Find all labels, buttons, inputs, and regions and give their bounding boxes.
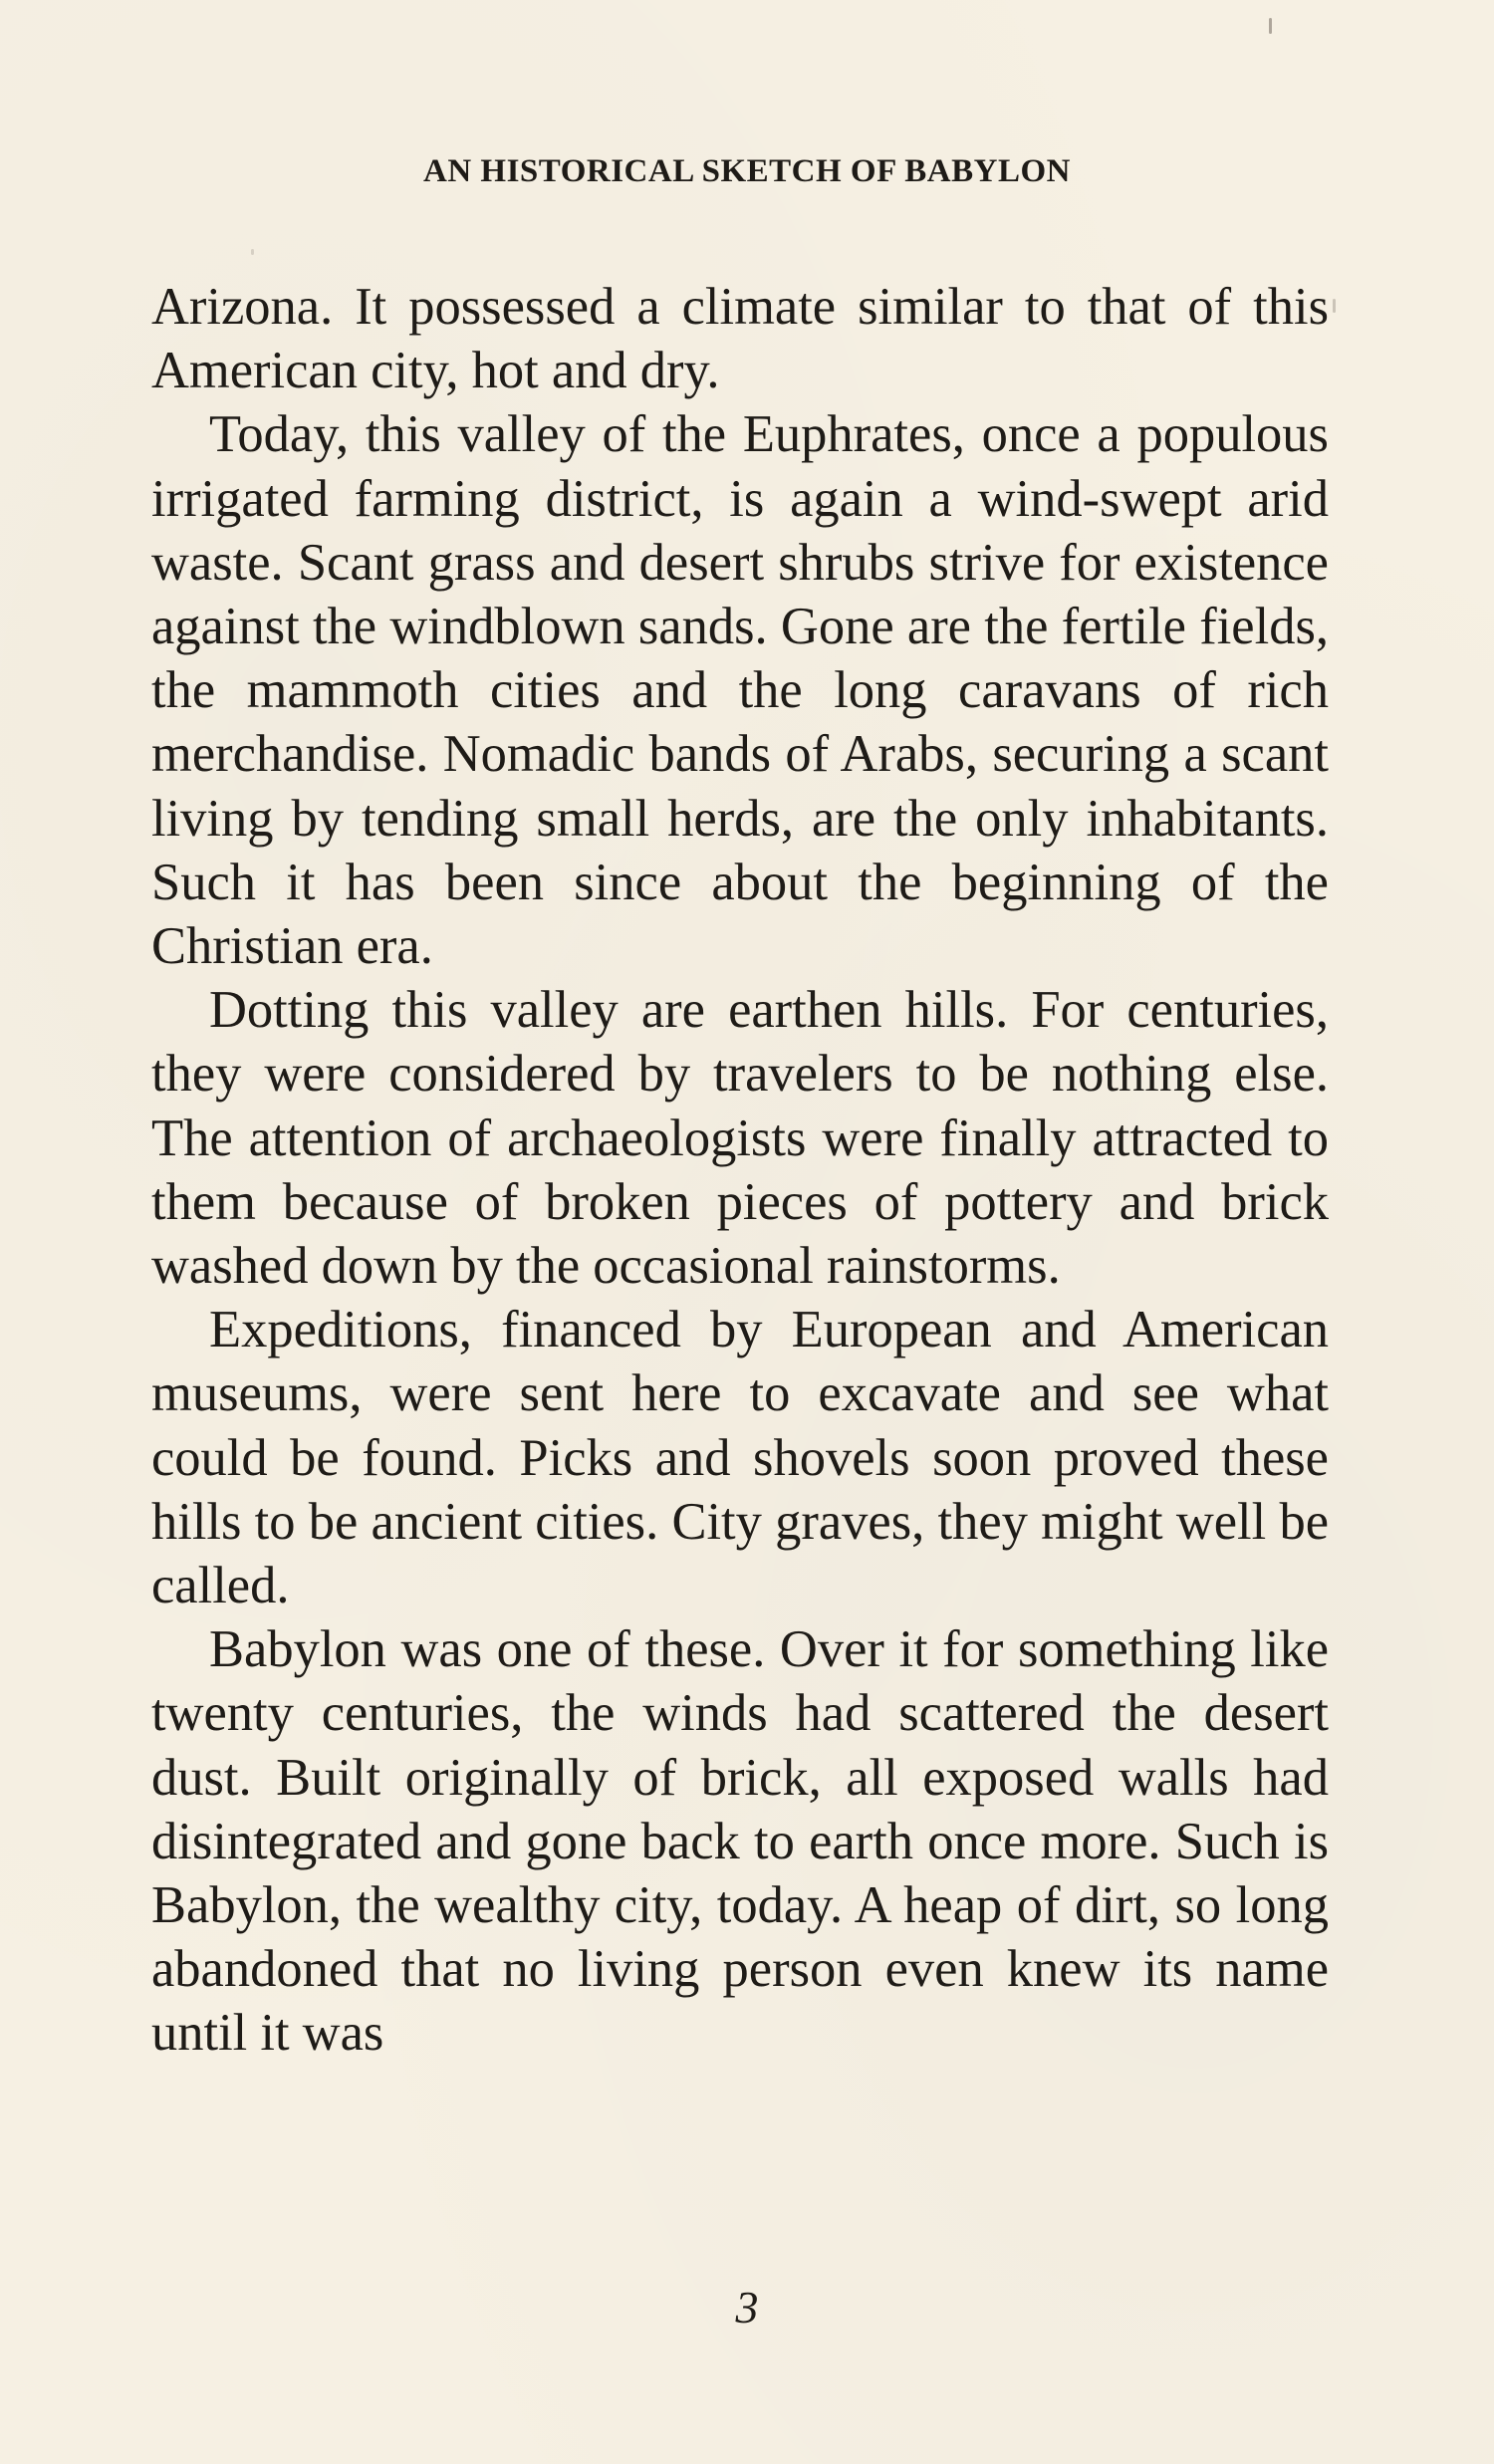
paper-speck	[251, 249, 254, 255]
paragraph: Expeditions, financed by European and American museums, were sent here to excavate and see what could be found. Picks and shovels soon proved these hills to be ancient cities. City graves, they might well be called.	[151, 1301, 1329, 1615]
paragraph: Babylon was one of these. Over it for something like twenty centuries, the winds had scattered the desert dust. Built originally of brick, all exposed walls had disintegrated and gone back to earth once more. Such is Babylon, the wealthy city, today. A heap of dirt, so long abandoned that no living person even knew its name until it was	[151, 1620, 1329, 2063]
paragraph: Dotting this valley are earthen hills. For centuries, they were considered by travelers to be nothing else. The attention of archaeologists were finally attracted to them because of broken pieces of pottery and brick washed down by the occasional rainstorms.	[151, 981, 1329, 1296]
body-text	[151, 275, 1329, 2066]
paper-speck	[1269, 18, 1272, 34]
paper-speck	[1078, 1693, 1081, 1727]
paper-speck	[1333, 299, 1336, 313]
paragraph: Today, this valley of the Euphrates, once a populous irrigated farming district, is again a wind-swept arid waste. Scant grass and desert shrubs strive for existence against the windblown sands. Gone are the fertile fields, the mammoth cities and the long caravans of rich merchandise. Nomadic bands of Arabs, securing a scant living by tending small herds, are the only inhabitants. Such it has been since about the beginning of the Christian era.	[151, 405, 1329, 976]
paragraph-continuation: Arizona. It possessed a climate similar to that of this American city, hot and dry.	[151, 278, 1329, 400]
running-head: AN HISTORICAL SKETCH OF BABYLON	[423, 153, 1071, 189]
page-number: 3	[735, 2282, 759, 2333]
